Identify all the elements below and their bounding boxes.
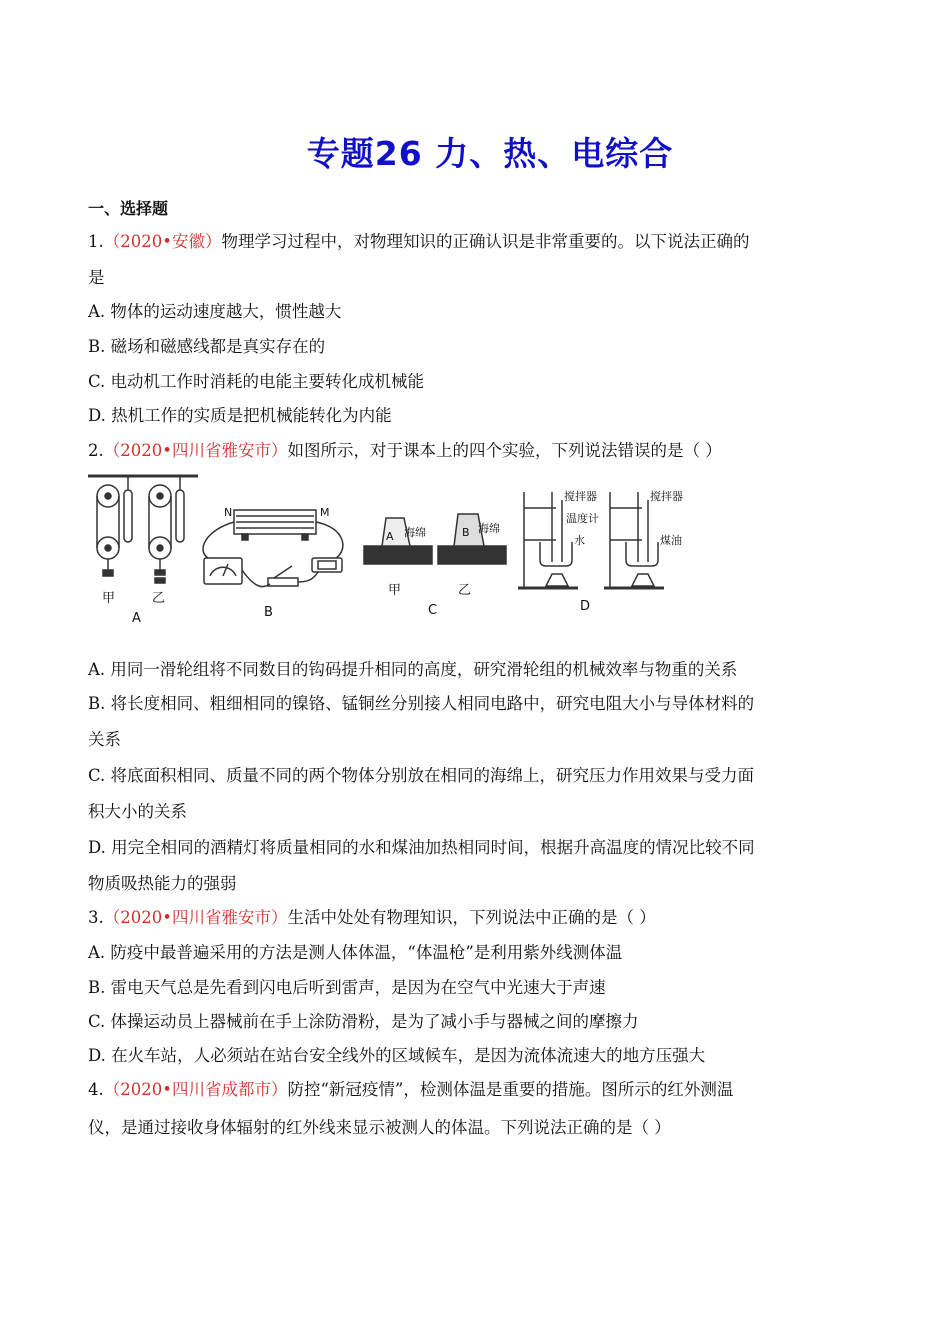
question-2-option-d: D. 用完全相同的酒精灯将质量相同的水和煤油加热相同时间，根据升高温度的情况比较不同 (88, 838, 755, 857)
label-sponge-jia: 海绵 (404, 526, 426, 539)
question-text: 物理学习过程中，对物理知识的正确认识是非常重要的。以下说法正确的 (221, 232, 750, 251)
question-3-stem (88, 908, 656, 928)
heating-setup-kerosene (604, 492, 664, 588)
question-source: （2020•四川省成都市） (103, 1080, 288, 1099)
question-2-option-a: A. 用同一滑轮组将不同数目的钩码提升相同的高度，研究滑轮组的机械效率与物重的关系 (88, 660, 738, 679)
wire (316, 522, 343, 558)
resistance-board (234, 510, 316, 540)
question-3-option-a: A. 防疫中最普遍采用的方法是测人体体温，“体温枪”是利用紫外线测体温 (88, 943, 623, 962)
question-1-option-c: C. 电动机工作时消耗的电能主要转化成机械能 (88, 372, 425, 391)
question-number: 4. (88, 1080, 104, 1099)
experiment-figure (86, 470, 726, 630)
label-kerosene: 煤油 (660, 534, 682, 547)
sponge-experiment-jia (364, 518, 432, 564)
wire (242, 570, 270, 587)
label-N: N (224, 506, 233, 519)
question-2-option-b-cont: 关系 (88, 730, 121, 749)
switch (268, 566, 298, 586)
label-block-a: A (386, 530, 394, 543)
wire (203, 522, 234, 558)
question-1-stem (88, 232, 749, 252)
label-jia: 甲 (102, 591, 116, 606)
label-stirrer-2: 搅拌器 (650, 490, 683, 503)
question-source: （2020•安徽） (103, 232, 222, 251)
wire (298, 572, 318, 582)
label-B: B (264, 605, 273, 620)
question-1-option-a: A. 物体的运动速度越大，惯性越大 (88, 302, 342, 321)
ammeter (204, 558, 242, 584)
pulley-system-yi (149, 476, 184, 583)
question-text: 生活中处处有物理知识，下列说法中正确的是（ ） (287, 908, 656, 927)
label-water: 水 (574, 534, 585, 547)
question-2-stem (88, 441, 722, 461)
question-3-option-c: C. 体操运动员上器械前在手上涂防滑粉，是为了减小手与器械之间的摩擦力 (88, 1012, 639, 1031)
question-1-stem-cont: 是 (88, 268, 105, 287)
question-2-option-c: C. 将底面积相同、质量不同的两个物体分别放在相同的海绵上，研究压力作用效果与受力面 (88, 766, 755, 785)
label-sponge-yi: 海绵 (478, 522, 500, 535)
label-yi-c: 乙 (458, 583, 472, 598)
question-number: 3. (88, 908, 104, 927)
label-M: M (320, 506, 330, 519)
question-source: （2020•四川省雅安市） (103, 908, 288, 927)
question-2-option-b: B. 将长度相同、粗细相同的镍铬、锰铜丝分别接人相同电路中，研究电阻大小与导体材料的 (88, 694, 755, 713)
question-2-option-d-cont: 物质吸热能力的强弱 (88, 874, 237, 893)
section-heading: 一、选择题 (88, 199, 169, 218)
label-thermometer: 温度计 (566, 512, 599, 525)
label-yi: 乙 (152, 591, 166, 606)
label-stirrer-1: 搅拌器 (564, 490, 597, 503)
label-block-b: B (462, 526, 470, 539)
label-C: C (428, 603, 438, 618)
question-1-option-d: D. 热机工作的实质是把机械能转化为内能 (88, 406, 392, 425)
question-3-option-d: D. 在火车站，人必须站在站台安全线外的区域候车，是因为流体流速大的地方压强大 (88, 1046, 706, 1065)
question-text: 如图所示，对于课本上的四个实验，下列说法错误的是（ ） (287, 441, 722, 460)
question-4-stem (88, 1080, 733, 1100)
question-number: 1. (88, 232, 104, 251)
label-A: A (132, 611, 141, 626)
question-text: 防控“新冠疫情”，检测体温是重要的措施。图所示的红外测温 (287, 1080, 734, 1099)
pulley-system-jia (97, 476, 132, 576)
question-2-option-c-cont: 积大小的关系 (88, 802, 187, 821)
page-title: 专题26 力、热、电综合 (306, 134, 674, 173)
question-1-option-b: B. 磁场和磁感线都是真实存在的 (88, 337, 326, 356)
question-number: 2. (88, 441, 104, 460)
label-D: D (580, 599, 591, 614)
battery (312, 558, 342, 572)
question-source: （2020•四川省雅安市） (103, 441, 288, 460)
question-3-option-b: B. 雷电天气总是先看到闪电后听到雷声，是因为在空气中光速大于声速 (88, 978, 606, 997)
heating-setup-water (518, 492, 578, 588)
label-jia-c: 甲 (388, 583, 402, 598)
question-4-stem-cont: 仪，是通过接收身体辐射的红外线来显示被测人的体温。下列说法正确的是（ ） (88, 1118, 671, 1137)
